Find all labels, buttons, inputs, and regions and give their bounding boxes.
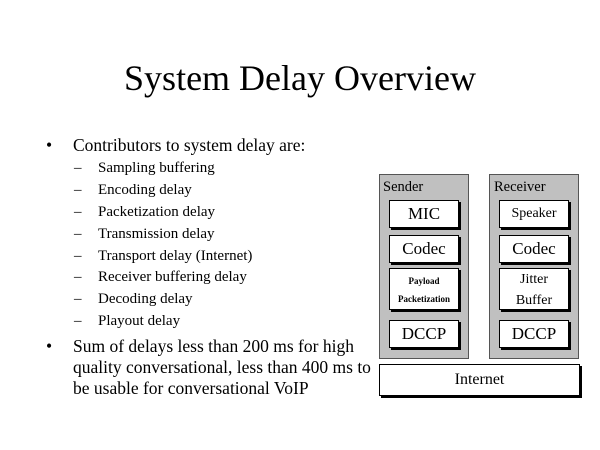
list-item-text: Transmission delay — [98, 226, 215, 242]
receiver-dccp-box — [499, 320, 569, 348]
bullet-text: Contributors to system delay are: — [73, 135, 306, 155]
dccp-label: DCCP — [401, 324, 447, 343]
bullet-dot: • — [46, 135, 53, 155]
codec-label: Codec — [402, 239, 446, 258]
packetization-label: Packetization — [398, 294, 450, 304]
slide-title: System Delay Overview — [124, 58, 476, 98]
internet-label: Internet — [454, 371, 505, 388]
bullet-dot: • — [46, 336, 53, 356]
list-item-text: Packetization delay — [98, 204, 216, 220]
buffer-label: Buffer — [515, 293, 553, 308]
sender-label: Sender — [383, 179, 424, 195]
dash-marker: – — [74, 291, 82, 307]
jitter-label: Jitter — [520, 272, 548, 287]
list-item-text: Decoding delay — [98, 291, 193, 307]
dash-marker: – — [74, 248, 82, 264]
receiver-label: Receiver — [494, 179, 546, 195]
payload-packetization-box — [389, 268, 459, 310]
list-item-text: Playout delay — [98, 313, 181, 329]
list-item-text: Transport delay (Internet) — [98, 248, 253, 264]
jitter-buffer-box — [499, 268, 569, 310]
speaker-label: Speaker — [511, 206, 557, 221]
speaker-box — [499, 200, 569, 228]
dccp-label: DCCP — [511, 324, 557, 343]
sender-codec-box — [389, 235, 459, 263]
dash-marker: – — [74, 182, 82, 198]
mic-box — [389, 200, 459, 228]
dash-marker: – — [74, 204, 82, 220]
receiver-codec-box — [499, 235, 569, 263]
bullet-text: Sum of delays less than 200 ms for high quality conversational, less than 400 ms to be usable for conversational VoIP — [73, 336, 371, 398]
list-item-text: Encoding delay — [98, 182, 192, 198]
dash-marker: – — [74, 226, 82, 242]
list-item-text: Receiver buffering delay — [98, 269, 247, 285]
mic-label: MIC — [407, 204, 441, 223]
sender-dccp-box — [389, 320, 459, 348]
dash-marker: – — [74, 313, 82, 329]
list-item-text: Sampling buffering — [98, 160, 215, 176]
dash-marker: – — [74, 269, 82, 285]
internet-box — [379, 364, 580, 396]
codec-label: Codec — [512, 239, 556, 258]
payload-label: Payload — [408, 276, 440, 286]
dash-marker: – — [74, 160, 82, 176]
